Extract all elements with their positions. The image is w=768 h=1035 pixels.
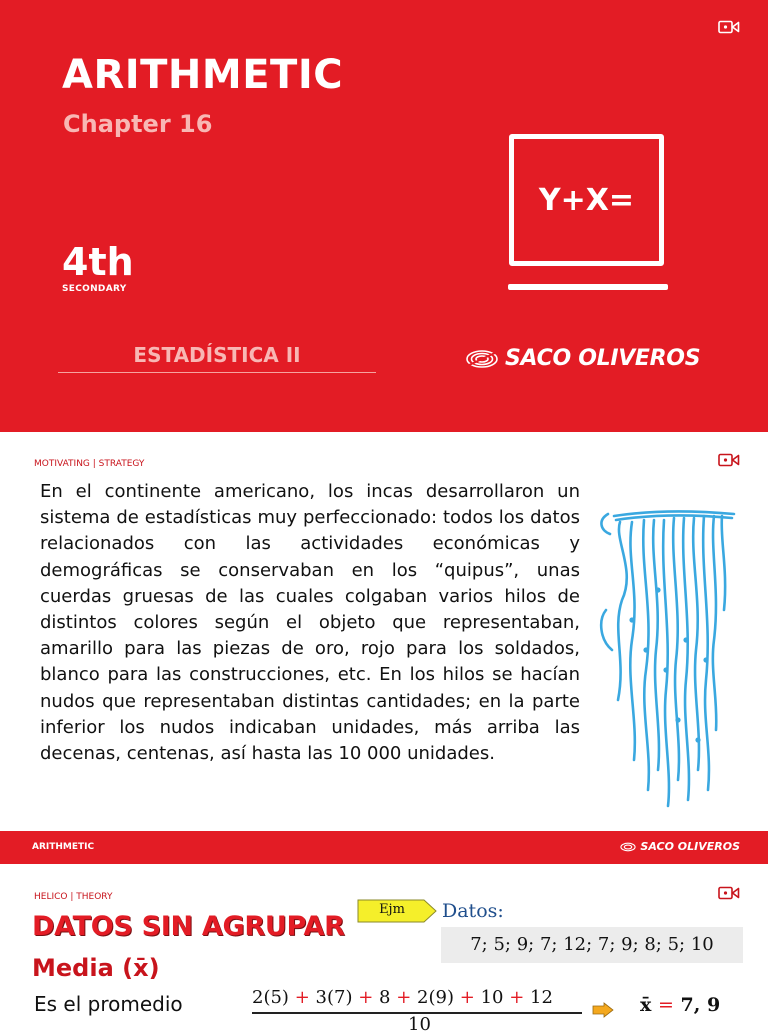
formula-term: 2(9) [417, 987, 454, 1008]
media-description: Es el promedio [34, 992, 183, 1016]
formula-plus: + [396, 987, 412, 1008]
section-label: MOTIVATING | STRATEGY [34, 459, 145, 469]
quipu-paragraph: En el continente americano, los incas desarrollaron un sistema de estadísticas muy perfeccionado: todos los datos relacionados con las actividades económicas y demográficas se conservaban en los “quipus”, unas cuerdas gruesas de las cuales colgaban varios hilos de distintos colores según el objeto que representaban, amarillo para las piezas de oro, rojo para los soldados, blanco para las construcciones, etc. En los hilos se hacían nudos que representaban distintas cantidades; en la parte inferior los nudos indicaban unidades, más arriba las decenas, centenas, así hasta las 10 000 unidades. [40, 481, 580, 765]
datos-label: Datos: [442, 900, 504, 922]
brand-name: SACO OLIVEROS [505, 346, 701, 371]
formula-plus: + [294, 987, 310, 1008]
formula-term: 2(5) [252, 987, 289, 1008]
theory-slide [0, 864, 768, 1035]
subject-title: ARITHMETIC [62, 52, 344, 98]
cover-slide [0, 0, 768, 432]
example-tag: Ejm [379, 902, 405, 917]
mean-value: 7, 9 [680, 994, 721, 1016]
saco-oliveros-swirl-icon [620, 842, 636, 852]
datos-values: 7; 5; 9; 7; 12; 7; 9; 8; 5; 10 [441, 927, 743, 963]
brand-logo [465, 346, 700, 371]
formula-plus: + [509, 987, 525, 1008]
mean-symbol: x̄ [640, 994, 652, 1016]
topic-underline [58, 372, 376, 373]
mean-result [640, 994, 720, 1016]
section-heading: DATOS SIN AGRUPAR [32, 911, 345, 942]
footer-brand-name: SACO OLIVEROS [640, 840, 740, 853]
section-label: HELICO | THEORY [34, 892, 113, 902]
footer-subject: ARITHMETIC [32, 842, 95, 852]
formula-term: 8 [379, 987, 391, 1008]
video-camera-icon[interactable] [718, 453, 740, 467]
level-label: SECONDARY [62, 284, 127, 294]
media-label: Media (x̄) [32, 954, 160, 982]
formula-term: 3(7) [315, 987, 353, 1008]
formula-plus: + [459, 987, 475, 1008]
topic-title: ESTADÍSTICA II [133, 343, 301, 367]
grade-label: 4th [62, 240, 134, 284]
footer-brand-logo [620, 840, 740, 853]
formula-term: 12 [530, 987, 553, 1008]
saco-oliveros-swirl-icon [465, 349, 499, 369]
formula-term: 10 [480, 987, 504, 1008]
footer-bar [0, 831, 768, 864]
quipu-image [596, 500, 742, 812]
formula-denominator: 10 [408, 1014, 431, 1035]
formula-numerator [252, 987, 553, 1008]
board-formula: Y+X= [538, 183, 635, 218]
video-camera-icon[interactable] [718, 886, 740, 900]
chalkboard-base [508, 284, 668, 290]
formula-plus: + [358, 987, 374, 1008]
video-camera-icon[interactable] [718, 20, 740, 34]
arrow-right-icon [592, 1002, 614, 1018]
chalkboard-icon [509, 134, 664, 266]
chapter-label: Chapter 16 [63, 110, 213, 138]
motivating-slide [0, 432, 768, 864]
mean-equals: = [657, 994, 674, 1016]
